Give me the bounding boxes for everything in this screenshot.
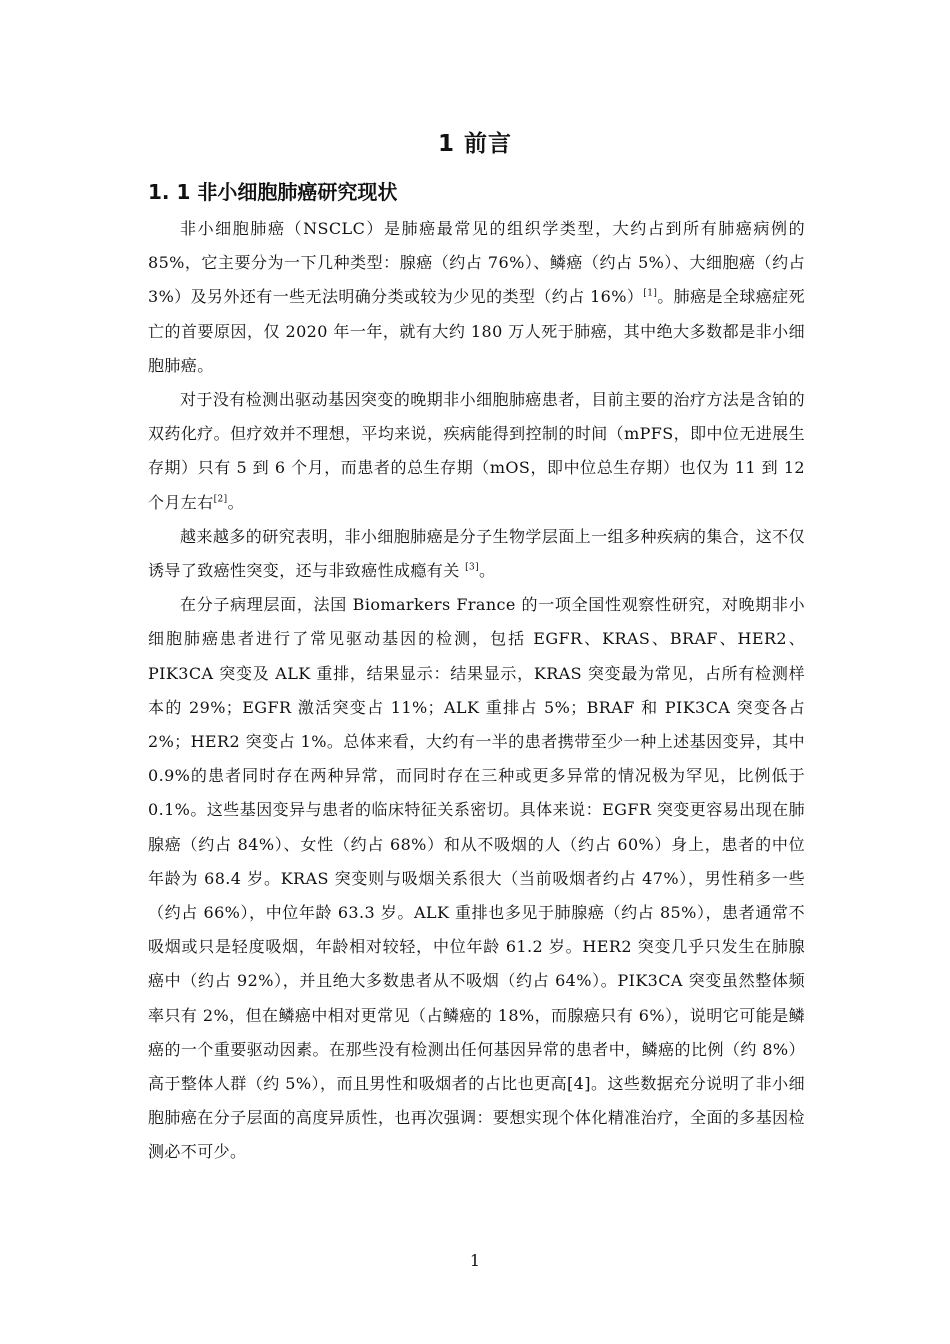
citation: [3]: [465, 562, 480, 573]
paragraph-4: [148, 588, 805, 1169]
citation: [2]: [213, 494, 228, 505]
paragraph-2: [148, 383, 805, 520]
paragraph-tail: 。: [227, 492, 244, 512]
paragraph-text: 越来越多的研究表明，非小细胞肺癌是分子生物学层面上一组多种疾病的集合，这不仅诱导了致癌性突变，还与非致癌性成瘾有关: [148, 526, 805, 581]
section-title: 1. 1 非小细胞肺癌研究现状: [148, 180, 398, 204]
page-number: 1: [469, 1251, 481, 1270]
citation: [1]: [643, 289, 658, 300]
paragraph-text: 对于没有检测出驱动基因突变的晚期非小细胞肺癌患者，目前主要的治疗方法是含铂的双药化疗。但疗效并不理想，平均来说，疾病能得到控制的时间（mPFS，即中位无进展生存期）只有 5 到 6 个月，而患者的总生存期（mOS，即中位总生存期）也仅为 11 到 12 个月左右: [148, 390, 805, 512]
body-text: [148, 212, 805, 1170]
paragraph-text: 非小细胞肺癌（NSCLC）是肺癌最常见的组织学类型，大约占到所有肺癌病例的 85%，它主要分为一下几种类型：腺癌（约占 76%）、鳞癌（约占 5%）、大细胞癌（约占 3%）及另外还有一些无法明确分类或较为少见的类型（约占 16%）: [148, 219, 805, 307]
paragraph-1: [148, 212, 805, 383]
paragraph-tail: 。肺癌是全球癌症死亡的首要原因，仅 2020 年一年，就有大约 180 万人死于肺癌，其中绝大多数都是非小细胞肺癌。: [148, 287, 805, 375]
paragraph-text: 在分子病理层面，法国 Biomarkers France 的一项全国性观察性研究，对晚期非小细胞肺癌患者进行了常见驱动基因的检测，包括 EGFR、KRAS、BRAF、HER2、PIK3CA 突变及 ALK 重排，结果显示：结果显示，KRAS 突变最为常见，占所有检测样本的 29%；EGFR 激活突变占 11%；ALK 重排占 5%；BRAF 和 PIK3CA 突变各占 2%；HER2 突变占 1%。总体来看，大约有一半的患者携带至少一种上述基因变异，其中 0.9%的患者同时存在两种异常，而同时存在三种或更多异常的情况极为罕见，比例低于 0.1%。这些基因变异与患者的临床特征关系密切。具体来说：EGFR 突变更容易出现在肺腺癌（约占 84%）、女性（约占 68%）和从不吸烟的人（约占 60%）身上，患者的中位年龄为 68.4 岁。KRAS 突变则与吸烟关系很大（当前吸烟者约占 47%），男性稍多一些（约占 66%），中位年龄 63.3 岁。ALK 重排也多见于肺腺癌（约占 85%），患者通常不吸烟或只是轻度吸烟，年龄相对较轻，中位年龄 61.2 岁。HER2 突变几乎只发生在肺腺癌中（约占 92%），并且绝大多数患者从不吸烟（约占 64%）。PIK3CA 突变虽然整体频率只有 2%，但在鳞癌中相对更常见（占鳞癌的 18%，而腺癌只有 6%），说明它可能是鳞癌的一个重要驱动因素。在那些没有检测出任何基因异常的患者中，鳞癌的比例（约 8%）高于整体人群（约 5%），而且男性和吸烟者的占比也更高[4]。这些数据充分说明了非小细胞肺癌在分子层面的高度异质性，也再次强调：要想实现个体化精准治疗，全面的多基因检测必不可少。: [148, 595, 805, 1162]
paragraph-3: [148, 520, 805, 588]
chapter-title: 1 前言: [437, 131, 512, 157]
paragraph-tail: 。: [479, 561, 496, 581]
